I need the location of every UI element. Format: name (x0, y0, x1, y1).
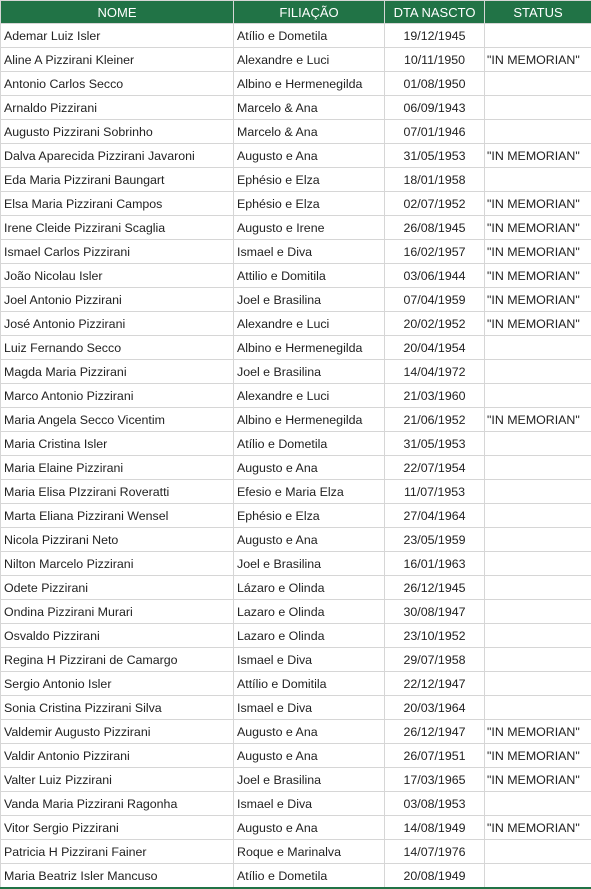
cell-birth-date: 03/08/1953 (385, 792, 485, 816)
cell-status: "IN MEMORIAN" (485, 288, 591, 312)
table-row (1, 96, 591, 120)
cell-name: Maria Elaine Pizzirani (1, 456, 234, 480)
cell-birth-date: 02/07/1952 (385, 192, 485, 216)
table-row (1, 360, 591, 384)
cell-birth-date: 29/07/1958 (385, 648, 485, 672)
cell-status: "IN MEMORIAN" (485, 312, 591, 336)
table-row (1, 120, 591, 144)
header-name: NOME (1, 1, 234, 24)
cell-parents: Ephésio e Elza (234, 504, 385, 528)
cell-status (485, 96, 591, 120)
cell-status (485, 600, 591, 624)
cell-status (485, 504, 591, 528)
cell-status (485, 72, 591, 96)
cell-status: "IN MEMORIAN" (485, 144, 591, 168)
cell-birth-date: 21/06/1952 (385, 408, 485, 432)
table-row (1, 24, 591, 48)
cell-name: Maria Elisa PIzzirani Roveratti (1, 480, 234, 504)
table-row (1, 672, 591, 696)
cell-name: Marco Antonio Pizzirani (1, 384, 234, 408)
cell-parents: Joel e Brasilina (234, 768, 385, 792)
cell-status (485, 624, 591, 648)
cell-birth-date: 14/07/1976 (385, 840, 485, 864)
cell-name: Sergio Antonio Isler (1, 672, 234, 696)
cell-birth-date: 20/03/1964 (385, 696, 485, 720)
cell-parents: Augusto e Ana (234, 816, 385, 840)
cell-name: Ismael Carlos Pizzirani (1, 240, 234, 264)
cell-status (485, 528, 591, 552)
cell-parents: Joel e Brasilina (234, 552, 385, 576)
cell-parents: Atílio e Dometila (234, 864, 385, 889)
table-row (1, 744, 591, 768)
cell-status (485, 360, 591, 384)
cell-birth-date: 23/10/1952 (385, 624, 485, 648)
cell-birth-date: 07/04/1959 (385, 288, 485, 312)
cell-status (485, 672, 591, 696)
table-row (1, 696, 591, 720)
cell-status (485, 576, 591, 600)
cell-status: "IN MEMORIAN" (485, 816, 591, 840)
cell-birth-date: 27/04/1964 (385, 504, 485, 528)
cell-birth-date: 26/12/1947 (385, 720, 485, 744)
cell-name: Vanda Maria Pizzirani Ragonha (1, 792, 234, 816)
cell-status (485, 336, 591, 360)
cell-parents: Augusto e Ana (234, 720, 385, 744)
cell-name: Eda Maria Pizzirani Baungart (1, 168, 234, 192)
table-row (1, 312, 591, 336)
cell-status (485, 840, 591, 864)
cell-parents: Alexandre e Luci (234, 48, 385, 72)
cell-parents: Augusto e Ana (234, 456, 385, 480)
table-row (1, 552, 591, 576)
cell-parents: Ismael e Diva (234, 696, 385, 720)
cell-parents: Augusto e Irene (234, 216, 385, 240)
table-row (1, 504, 591, 528)
cell-birth-date: 31/05/1953 (385, 144, 485, 168)
cell-status: "IN MEMORIAN" (485, 192, 591, 216)
header-birth-date: DTA NASCTO (385, 1, 485, 24)
cell-name: Valter Luiz Pizzirani (1, 768, 234, 792)
cell-parents: Ismael e Diva (234, 240, 385, 264)
table-row (1, 528, 591, 552)
cell-birth-date: 03/06/1944 (385, 264, 485, 288)
table-row (1, 192, 591, 216)
cell-status (485, 432, 591, 456)
cell-birth-date: 14/04/1972 (385, 360, 485, 384)
cell-status (485, 24, 591, 48)
cell-parents: Augusto e Ana (234, 144, 385, 168)
cell-birth-date: 14/08/1949 (385, 816, 485, 840)
cell-name: Nilton Marcelo Pizzirani (1, 552, 234, 576)
cell-parents: Joel e Brasilina (234, 360, 385, 384)
cell-birth-date: 16/02/1957 (385, 240, 485, 264)
cell-birth-date: 10/11/1950 (385, 48, 485, 72)
cell-name: Ademar Luiz Isler (1, 24, 234, 48)
cell-parents: Atílio e Dometila (234, 432, 385, 456)
cell-name: José Antonio Pizzirani (1, 312, 234, 336)
cell-status (485, 456, 591, 480)
cell-parents: Lázaro e Olinda (234, 576, 385, 600)
cell-status: "IN MEMORIAN" (485, 264, 591, 288)
header-status: STATUS (485, 1, 591, 24)
cell-name: Antonio Carlos Secco (1, 72, 234, 96)
cell-name: João Nicolau Isler (1, 264, 234, 288)
header-parents: FILIAÇÃO (234, 1, 385, 24)
cell-birth-date: 21/03/1960 (385, 384, 485, 408)
cell-name: Valdemir Augusto Pizzirani (1, 720, 234, 744)
cell-birth-date: 20/04/1954 (385, 336, 485, 360)
cell-parents: Alexandre e Luci (234, 384, 385, 408)
cell-name: Valdir Antonio Pizzirani (1, 744, 234, 768)
cell-name: Aline A Pizzirani Kleiner (1, 48, 234, 72)
cell-status (485, 384, 591, 408)
cell-name: Maria Angela Secco Vicentim (1, 408, 234, 432)
cell-name: Nicola Pizzirani Neto (1, 528, 234, 552)
table-row (1, 288, 591, 312)
table-row (1, 600, 591, 624)
cell-name: Sonia Cristina Pizzirani Silva (1, 696, 234, 720)
cell-parents: Marcelo & Ana (234, 120, 385, 144)
cell-birth-date: 11/07/1953 (385, 480, 485, 504)
cell-parents: Ismael e Diva (234, 792, 385, 816)
cell-parents: Marcelo & Ana (234, 96, 385, 120)
table-row (1, 816, 591, 840)
cell-name: Joel Antonio Pizzirani (1, 288, 234, 312)
cell-name: Marta Eliana Pizzirani Wensel (1, 504, 234, 528)
table-row (1, 792, 591, 816)
cell-status (485, 792, 591, 816)
table-row (1, 336, 591, 360)
cell-parents: Efesio e Maria Elza (234, 480, 385, 504)
cell-status: "IN MEMORIAN" (485, 216, 591, 240)
cell-status (485, 168, 591, 192)
cell-status: "IN MEMORIAN" (485, 744, 591, 768)
cell-name: Arnaldo Pizzirani (1, 96, 234, 120)
cell-status: "IN MEMORIAN" (485, 240, 591, 264)
cell-birth-date: 07/01/1946 (385, 120, 485, 144)
cell-name: Elsa Maria Pizzirani Campos (1, 192, 234, 216)
cell-status: "IN MEMORIAN" (485, 48, 591, 72)
cell-name: Regina H Pizzirani de Camargo (1, 648, 234, 672)
table-row (1, 432, 591, 456)
table-row (1, 384, 591, 408)
table-row (1, 216, 591, 240)
cell-birth-date: 18/01/1958 (385, 168, 485, 192)
cell-parents: Lazaro e Olinda (234, 600, 385, 624)
cell-birth-date: 20/02/1952 (385, 312, 485, 336)
cell-parents: Albino e Hermenegilda (234, 336, 385, 360)
table-row (1, 840, 591, 864)
table-row (1, 576, 591, 600)
cell-name: Vitor Sergio Pizzirani (1, 816, 234, 840)
cell-birth-date: 26/08/1945 (385, 216, 485, 240)
table-row (1, 864, 591, 889)
cell-parents: Roque e Marinalva (234, 840, 385, 864)
cell-status (485, 552, 591, 576)
cell-parents: Alexandre e Luci (234, 312, 385, 336)
table-row (1, 408, 591, 432)
cell-status (485, 696, 591, 720)
cell-status: "IN MEMORIAN" (485, 720, 591, 744)
cell-birth-date: 23/05/1959 (385, 528, 485, 552)
cell-name: Luiz Fernando Secco (1, 336, 234, 360)
table-row (1, 624, 591, 648)
cell-name: Irene Cleide Pizzirani Scaglia (1, 216, 234, 240)
cell-status (485, 480, 591, 504)
cell-status: "IN MEMORIAN" (485, 408, 591, 432)
cell-name: Maria Beatriz Isler Mancuso (1, 864, 234, 889)
cell-parents: Ephésio e Elza (234, 192, 385, 216)
cell-birth-date: 26/07/1951 (385, 744, 485, 768)
cell-parents: Albino e Hermenegilda (234, 408, 385, 432)
cell-birth-date: 22/12/1947 (385, 672, 485, 696)
cell-parents: Attílio e Domitila (234, 672, 385, 696)
cell-name: Odete Pizzirani (1, 576, 234, 600)
cell-name: Dalva Aparecida Pizzirani Javaroni (1, 144, 234, 168)
cell-birth-date: 20/08/1949 (385, 864, 485, 889)
table-row (1, 480, 591, 504)
cell-parents: Joel e Brasilina (234, 288, 385, 312)
cell-birth-date: 06/09/1943 (385, 96, 485, 120)
cell-status (485, 864, 591, 889)
cell-parents: Augusto e Ana (234, 744, 385, 768)
cell-name: Augusto Pizzirani Sobrinho (1, 120, 234, 144)
table-row (1, 648, 591, 672)
cell-parents: Atílio e Dometila (234, 24, 385, 48)
table-row (1, 72, 591, 96)
header-row (1, 1, 591, 24)
cell-parents: Albino e Hermenegilda (234, 72, 385, 96)
cell-parents: Augusto e Ana (234, 528, 385, 552)
cell-birth-date: 16/01/1963 (385, 552, 485, 576)
cell-name: Maria Cristina Isler (1, 432, 234, 456)
cell-name: Patricia H Pizzirani Fainer (1, 840, 234, 864)
cell-birth-date: 26/12/1945 (385, 576, 485, 600)
cell-status: "IN MEMORIAN" (485, 768, 591, 792)
cell-status (485, 120, 591, 144)
table-row (1, 720, 591, 744)
cell-birth-date: 30/08/1947 (385, 600, 485, 624)
cell-status (485, 648, 591, 672)
cell-birth-date: 22/07/1954 (385, 456, 485, 480)
cell-name: Osvaldo Pizzirani (1, 624, 234, 648)
cell-name: Ondina Pizzirani Murari (1, 600, 234, 624)
cell-parents: Ephésio e Elza (234, 168, 385, 192)
cell-name: Magda Maria Pizzirani (1, 360, 234, 384)
cell-parents: Ismael e Diva (234, 648, 385, 672)
cell-parents: Lazaro e Olinda (234, 624, 385, 648)
table-row (1, 456, 591, 480)
table-row (1, 240, 591, 264)
table-body (1, 24, 591, 889)
table-row (1, 264, 591, 288)
cell-parents: Attilio e Domitila (234, 264, 385, 288)
cell-birth-date: 19/12/1945 (385, 24, 485, 48)
table-row (1, 768, 591, 792)
table-row (1, 48, 591, 72)
table-row (1, 144, 591, 168)
cell-birth-date: 31/05/1953 (385, 432, 485, 456)
cell-birth-date: 01/08/1950 (385, 72, 485, 96)
cell-birth-date: 17/03/1965 (385, 768, 485, 792)
table-row (1, 168, 591, 192)
